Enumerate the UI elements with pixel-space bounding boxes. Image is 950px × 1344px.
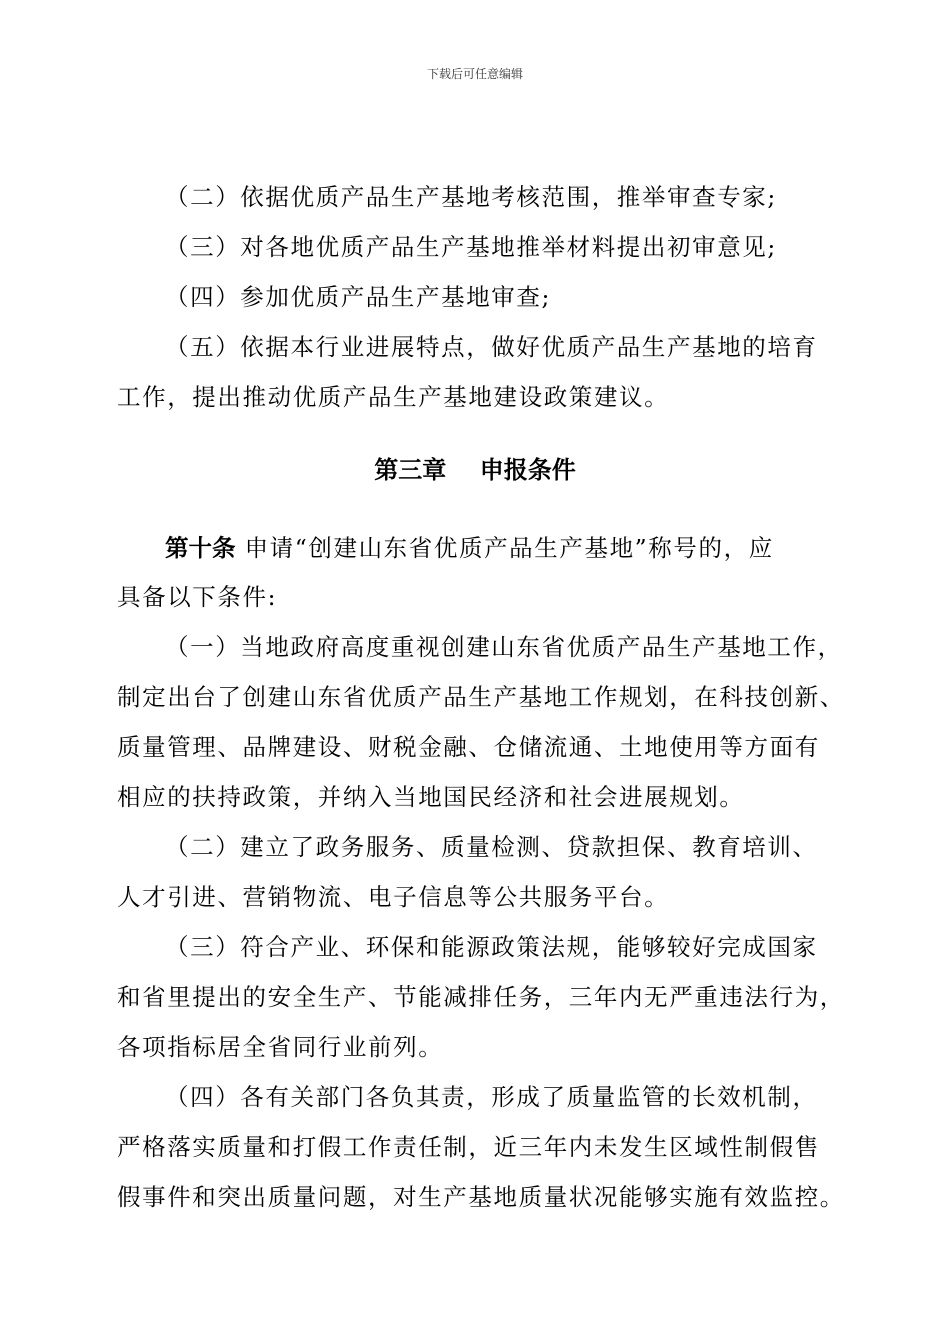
paragraph-line: （五）依据本行业进展特点，做好优质产品生产基地的培育 — [165, 333, 818, 361]
paragraph-line: 相应的扶持政策，并纳入当地国民经济和社会进展规划。 — [117, 783, 745, 811]
paragraph-line: （二）建立了政务服务、质量检测、贷款担保、教育培训、 — [165, 833, 818, 861]
paragraph-line: （四）各有关部门各负其责，形成了质量监管的长效机制， — [165, 1083, 818, 1111]
paragraph-line: 质量管理、品牌建设、财税金融、仓储流通、土地使用等方面有 — [117, 733, 820, 761]
paragraph-line: 工作，提出推动优质产品生产基地建设政策建议。 — [117, 383, 670, 411]
header-note: 下载后可任意编辑 — [426, 67, 523, 81]
paragraph-line: 各项指标居全省同行业前列。 — [117, 1033, 444, 1061]
article-text: 申请“创建山东省优质产品生产基地”称号的，应 — [235, 534, 774, 562]
paragraph-line: （二）依据优质产品生产基地考核范围，推举审查专家; — [165, 183, 777, 211]
paragraph-line: 严格落实质量和打假工作责任制，近三年内未发生区域性制假售 — [117, 1133, 820, 1161]
paragraph-line: （一）当地政府高度重视创建山东省优质产品生产基地工作， — [165, 633, 843, 661]
paragraph-line: 假事件和突出质量问题，对生产基地质量状况能够实施有效监控。 — [117, 1183, 845, 1211]
paragraph-line: （四）参加优质产品生产基地审查; — [165, 283, 552, 311]
article-line — [165, 533, 774, 563]
paragraph-line: 人才引进、营销物流、电子信息等公共服务平台。 — [117, 883, 670, 911]
paragraph-line: 制定出台了创建山东省优质产品生产基地工作规划，在科技创新、 — [117, 683, 845, 711]
paragraph-line: 和省里提出的安全生产、节能减排任务，三年内无严重违法行为， — [117, 983, 845, 1011]
article-label: 第十条 — [165, 534, 236, 562]
chapter-title: 第三章 申报条件 — [374, 456, 576, 484]
paragraph-line: 具备以下条件: — [117, 583, 278, 611]
paragraph-line: （三）符合产业、环保和能源政策法规，能够较好完成国家 — [165, 933, 818, 961]
paragraph-line: （三）对各地优质产品生产基地推举材料提出初审意见; — [165, 233, 777, 261]
